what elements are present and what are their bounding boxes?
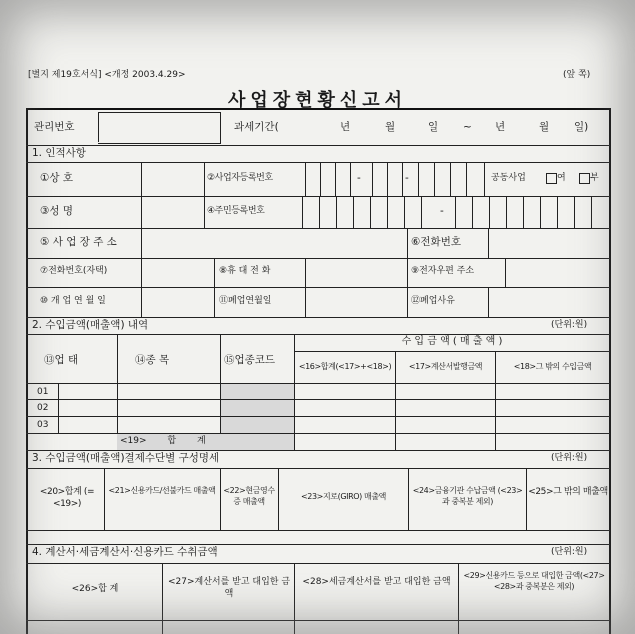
section4-unit: (단위:원): [551, 547, 588, 557]
col-21-card: <21>신용카드/선불카드 매출액: [108, 486, 216, 495]
mobile-label: ⑧휴 대 전 화: [219, 266, 271, 276]
phone-field[interactable]: [489, 229, 609, 257]
col-20-total: <20>합계 (=<19>): [39, 487, 95, 510]
period-month-2: 월: [539, 121, 550, 133]
col-26-total: <26>합 계: [71, 584, 119, 594]
total-19-label: <19> 합 계: [120, 436, 206, 446]
col-industry-code: ⑮업종코드: [224, 354, 276, 366]
row-01-number: 01: [37, 387, 49, 397]
col-17-invoice: <17>계산서발행금액: [408, 362, 483, 371]
form-title: 사업장현황신고서: [227, 90, 408, 111]
company-name-field[interactable]: [142, 163, 204, 195]
section3-unit: (단위:원): [551, 453, 588, 463]
period-month-1: 월: [385, 121, 396, 133]
home-phone-label: ⑦전화번호(자택): [40, 266, 108, 276]
section2-title: 2. 수입금액(매출액) 내역: [32, 319, 149, 331]
period-year-1: 년: [340, 121, 351, 133]
close-reason-label: ⑫폐업사유: [411, 296, 455, 306]
phone-label: ⑥전화번호: [411, 236, 461, 248]
joint-biz-label: 공동사업: [491, 173, 526, 183]
revenue-header: 수 입 금 액 ( 매 출 액 ): [401, 336, 503, 347]
open-date-label: ⑩ 개 업 연 월 일: [40, 296, 106, 306]
col-24-bank: <24>금융기관 수납금액 (<23>과 중복분 제외): [412, 486, 523, 506]
email-label: ⑨전자우편 주소: [411, 266, 475, 276]
section1-title: 1. 인적사항: [32, 147, 86, 159]
col-28-tax-invoice-received: <28>세금계산서를 받고 대입한 금액: [302, 577, 451, 587]
joint-yes-checkbox[interactable]: [546, 173, 557, 184]
section3-title: 3. 수입금액(매출액)결제수단별 구성명세: [32, 452, 220, 464]
joint-no-label: 부: [590, 173, 599, 183]
col-25-other: <25>그 밖의 매출액: [528, 487, 608, 497]
biz-reg-dash-2: -: [405, 172, 409, 184]
period-label: 과세기간(: [234, 121, 279, 133]
col-16-total: <16>합계(<17>+<18>): [298, 362, 392, 371]
col-22-cash-receipt: <22>현금영수증 매출액: [223, 486, 275, 506]
joint-yes-label: 여: [557, 173, 566, 183]
address-field[interactable]: [142, 229, 406, 257]
col-27-invoice-received: <27>계산서를 받고 대입한 금액: [167, 577, 291, 600]
row-02-number: 02: [37, 403, 49, 413]
period-day-2: 일): [574, 121, 589, 133]
page-side-label: (앞 쪽): [563, 70, 591, 80]
resident-no-label: ④주민등록번호: [207, 206, 265, 216]
period-year-2: 년: [495, 121, 506, 133]
section2-unit: (단위:원): [551, 320, 588, 330]
row-03-number: 03: [37, 420, 49, 430]
mgmt-no-label: 관리번호: [34, 121, 75, 133]
col-18-other: <18>그 밖의 수입금액: [513, 362, 592, 371]
representative-field[interactable]: [142, 197, 204, 227]
period-tilde: ~: [463, 121, 472, 133]
company-name-label: ①상 호: [40, 172, 74, 184]
form-reference: [별지 제19호서식] <개정 2003.4.29>: [28, 70, 186, 80]
biz-reg-label: ②사업자등록번호: [207, 173, 273, 183]
col-business-type: ⑬업 태: [44, 354, 79, 366]
representative-label: ③성 명: [40, 205, 74, 217]
joint-no-checkbox[interactable]: [579, 173, 590, 184]
industry-code-shade: [221, 384, 294, 433]
col-29-card-purchases: <29>신용카드 등으로 대입한 금액(<27> <28>과 중복분은 제외): [463, 571, 605, 591]
period-day-1: 일: [428, 121, 439, 133]
biz-reg-dash-1: -: [357, 172, 361, 184]
mgmt-no-field[interactable]: [98, 112, 221, 144]
section4-title: 4. 계산서·세금계산서·신용카드 수취금액: [32, 546, 218, 558]
resident-dash: -: [440, 205, 444, 217]
col-23-giro: <23>지로(GIRO) 매출액: [300, 492, 387, 501]
col-business-item: ⑭종 목: [135, 354, 170, 366]
close-date-label: ⑪폐업연월일: [219, 296, 272, 306]
address-label: ⑤ 사 업 장 주 소: [40, 236, 117, 248]
